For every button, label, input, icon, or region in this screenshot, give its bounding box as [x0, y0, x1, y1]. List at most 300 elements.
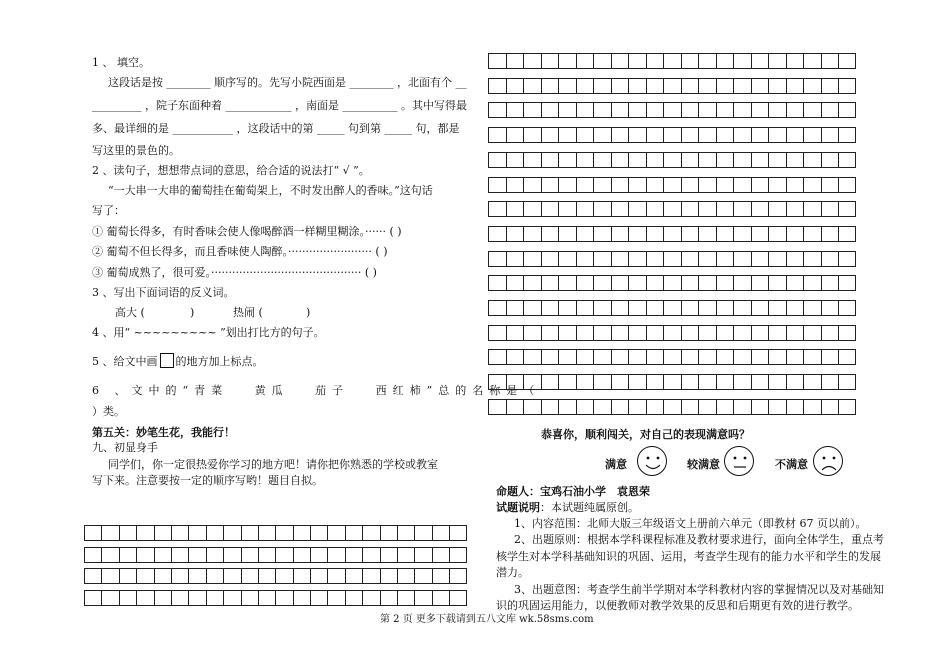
grid-cell[interactable]: [663, 177, 681, 193]
grid-cell[interactable]: [786, 251, 804, 267]
grid-cell[interactable]: [803, 226, 821, 242]
grid-cell[interactable]: [275, 590, 292, 606]
grid-cell[interactable]: [576, 251, 594, 267]
grid-cell[interactable]: [275, 525, 292, 541]
grid-cell[interactable]: [593, 152, 611, 168]
grid-cell[interactable]: [541, 152, 559, 168]
grid-cell[interactable]: [838, 78, 856, 94]
grid-cell[interactable]: [646, 78, 664, 94]
grid-cell[interactable]: [681, 374, 699, 390]
grid-cell[interactable]: [506, 201, 524, 217]
grid-cell[interactable]: [646, 300, 664, 316]
grid-cell[interactable]: [523, 152, 541, 168]
grid-cell[interactable]: [414, 525, 431, 541]
grid-cell[interactable]: [593, 201, 611, 217]
grid-cell[interactable]: [768, 374, 786, 390]
grid-cell[interactable]: [611, 152, 629, 168]
grid-cell[interactable]: [506, 349, 524, 365]
grid-cell[interactable]: [380, 568, 397, 584]
grid-cell[interactable]: [628, 325, 646, 341]
grid-cell[interactable]: [523, 374, 541, 390]
grid-cell[interactable]: [786, 53, 804, 69]
grid-cell[interactable]: [206, 525, 223, 541]
grid-cell[interactable]: [488, 78, 506, 94]
grid-cell[interactable]: [611, 275, 629, 291]
grid-cell[interactable]: [663, 127, 681, 143]
grid-cell[interactable]: [681, 78, 699, 94]
grid-cell[interactable]: [663, 102, 681, 118]
grid-cell[interactable]: [751, 78, 769, 94]
grid-row[interactable]: [84, 568, 467, 584]
grid-cell[interactable]: [258, 568, 275, 584]
grid-cell[interactable]: [768, 78, 786, 94]
grid-cell[interactable]: [576, 325, 594, 341]
grid-cell[interactable]: [821, 300, 839, 316]
grid-cell[interactable]: [698, 226, 716, 242]
sad-face-icon[interactable]: [813, 446, 843, 476]
grid-cell[interactable]: [838, 53, 856, 69]
grid-cell[interactable]: [646, 374, 664, 390]
grid-cell[interactable]: [768, 177, 786, 193]
writing-grid-left[interactable]: [84, 525, 468, 610]
grid-cell[interactable]: [206, 547, 223, 563]
grid-cell[interactable]: [523, 177, 541, 193]
grid-cell[interactable]: [397, 568, 414, 584]
grid-cell[interactable]: [698, 201, 716, 217]
grid-cell[interactable]: [593, 300, 611, 316]
grid-cell[interactable]: [101, 568, 118, 584]
grid-cell[interactable]: [506, 374, 524, 390]
grid-cell[interactable]: [488, 300, 506, 316]
grid-cell[interactable]: [310, 590, 327, 606]
grid-cell[interactable]: [751, 127, 769, 143]
grid-cell[interactable]: [593, 127, 611, 143]
grid-cell[interactable]: [84, 525, 101, 541]
grid-cell[interactable]: [768, 226, 786, 242]
grid-cell[interactable]: [838, 152, 856, 168]
grid-cell[interactable]: [397, 547, 414, 563]
grid-cell[interactable]: [488, 127, 506, 143]
grid-cell[interactable]: [698, 300, 716, 316]
grid-cell[interactable]: [821, 374, 839, 390]
grid-cell[interactable]: [646, 127, 664, 143]
grid-cell[interactable]: [733, 399, 751, 415]
grid-cell[interactable]: [506, 78, 524, 94]
grid-cell[interactable]: [646, 102, 664, 118]
grid-cell[interactable]: [611, 226, 629, 242]
grid-cell[interactable]: [786, 152, 804, 168]
grid-cell[interactable]: [698, 374, 716, 390]
grid-cell[interactable]: [449, 568, 466, 584]
grid-cell[interactable]: [241, 590, 258, 606]
grid-cell[interactable]: [698, 127, 716, 143]
grid-cell[interactable]: [803, 325, 821, 341]
grid-cell[interactable]: [593, 325, 611, 341]
grid-cell[interactable]: [154, 525, 171, 541]
grid-row[interactable]: [488, 102, 856, 118]
grid-cell[interactable]: [698, 53, 716, 69]
grid-cell[interactable]: [838, 275, 856, 291]
grid-cell[interactable]: [206, 568, 223, 584]
grid-cell[interactable]: [523, 226, 541, 242]
grid-cell[interactable]: [663, 399, 681, 415]
grid-cell[interactable]: [171, 568, 188, 584]
grid-cell[interactable]: [593, 275, 611, 291]
grid-cell[interactable]: [716, 152, 734, 168]
grid-cell[interactable]: [506, 325, 524, 341]
grid-cell[interactable]: [523, 102, 541, 118]
grid-cell[interactable]: [681, 300, 699, 316]
grid-cell[interactable]: [345, 547, 362, 563]
grid-cell[interactable]: [716, 226, 734, 242]
grid-cell[interactable]: [541, 325, 559, 341]
grid-cell[interactable]: [119, 525, 136, 541]
grid-cell[interactable]: [541, 201, 559, 217]
grid-cell[interactable]: [414, 547, 431, 563]
grid-cell[interactable]: [188, 590, 205, 606]
grid-cell[interactable]: [432, 525, 449, 541]
grid-cell[interactable]: [751, 251, 769, 267]
grid-cell[interactable]: [751, 275, 769, 291]
grid-cell[interactable]: [488, 177, 506, 193]
grid-cell[interactable]: [663, 349, 681, 365]
grid-row[interactable]: [488, 177, 856, 193]
grid-cell[interactable]: [768, 300, 786, 316]
grid-cell[interactable]: [751, 300, 769, 316]
grid-cell[interactable]: [751, 152, 769, 168]
grid-cell[interactable]: [488, 201, 506, 217]
grid-cell[interactable]: [733, 152, 751, 168]
neutral-face-icon[interactable]: [724, 446, 754, 476]
grid-cell[interactable]: [716, 201, 734, 217]
grid-cell[interactable]: [611, 399, 629, 415]
grid-cell[interactable]: [716, 374, 734, 390]
grid-cell[interactable]: [488, 53, 506, 69]
grid-cell[interactable]: [611, 300, 629, 316]
grid-cell[interactable]: [593, 78, 611, 94]
grid-cell[interactable]: [803, 374, 821, 390]
grid-cell[interactable]: [786, 127, 804, 143]
grid-cell[interactable]: [838, 399, 856, 415]
grid-cell[interactable]: [188, 525, 205, 541]
grid-cell[interactable]: [171, 525, 188, 541]
grid-cell[interactable]: [821, 102, 839, 118]
grid-cell[interactable]: [838, 325, 856, 341]
grid-cell[interactable]: [576, 300, 594, 316]
grid-cell[interactable]: [611, 251, 629, 267]
grid-cell[interactable]: [541, 349, 559, 365]
grid-cell[interactable]: [558, 226, 576, 242]
grid-cell[interactable]: [84, 590, 101, 606]
grid-cell[interactable]: [345, 525, 362, 541]
grid-cell[interactable]: [646, 275, 664, 291]
grid-cell[interactable]: [541, 251, 559, 267]
grid-cell[interactable]: [733, 275, 751, 291]
grid-cell[interactable]: [558, 275, 576, 291]
grid-cell[interactable]: [681, 226, 699, 242]
grid-cell[interactable]: [593, 349, 611, 365]
grid-cell[interactable]: [258, 547, 275, 563]
grid-cell[interactable]: [593, 177, 611, 193]
grid-cell[interactable]: [786, 349, 804, 365]
grid-cell[interactable]: [523, 127, 541, 143]
grid-cell[interactable]: [786, 374, 804, 390]
grid-cell[interactable]: [733, 78, 751, 94]
grid-cell[interactable]: [646, 325, 664, 341]
grid-cell[interactable]: [803, 102, 821, 118]
grid-cell[interactable]: [733, 102, 751, 118]
grid-cell[interactable]: [716, 127, 734, 143]
grid-cell[interactable]: [681, 152, 699, 168]
grid-cell[interactable]: [397, 525, 414, 541]
grid-cell[interactable]: [716, 102, 734, 118]
grid-cell[interactable]: [716, 177, 734, 193]
grid-cell[interactable]: [506, 226, 524, 242]
grid-cell[interactable]: [576, 201, 594, 217]
grid-cell[interactable]: [628, 349, 646, 365]
grid-cell[interactable]: [821, 53, 839, 69]
grid-cell[interactable]: [576, 374, 594, 390]
grid-cell[interactable]: [154, 590, 171, 606]
grid-cell[interactable]: [803, 127, 821, 143]
grid-cell[interactable]: [101, 590, 118, 606]
grid-cell[interactable]: [786, 300, 804, 316]
grid-cell[interactable]: [821, 226, 839, 242]
grid-cell[interactable]: [576, 78, 594, 94]
grid-cell[interactable]: [751, 226, 769, 242]
grid-row[interactable]: [488, 53, 856, 69]
grid-cell[interactable]: [838, 349, 856, 365]
grid-cell[interactable]: [786, 177, 804, 193]
grid-cell[interactable]: [449, 525, 466, 541]
grid-cell[interactable]: [768, 349, 786, 365]
grid-cell[interactable]: [576, 102, 594, 118]
grid-cell[interactable]: [628, 102, 646, 118]
grid-row[interactable]: [488, 325, 856, 341]
grid-cell[interactable]: [821, 349, 839, 365]
grid-cell[interactable]: [663, 152, 681, 168]
grid-cell[interactable]: [786, 201, 804, 217]
grid-cell[interactable]: [84, 547, 101, 563]
grid-cell[interactable]: [821, 177, 839, 193]
grid-cell[interactable]: [821, 251, 839, 267]
grid-cell[interactable]: [611, 349, 629, 365]
grid-cell[interactable]: [663, 325, 681, 341]
grid-cell[interactable]: [241, 525, 258, 541]
grid-cell[interactable]: [414, 590, 431, 606]
grid-cell[interactable]: [698, 325, 716, 341]
grid-cell[interactable]: [223, 590, 240, 606]
grid-cell[interactable]: [558, 53, 576, 69]
grid-cell[interactable]: [223, 525, 240, 541]
grid-cell[interactable]: [768, 275, 786, 291]
grid-cell[interactable]: [223, 547, 240, 563]
grid-cell[interactable]: [84, 568, 101, 584]
grid-cell[interactable]: [593, 102, 611, 118]
grid-cell[interactable]: [803, 251, 821, 267]
grid-cell[interactable]: [786, 275, 804, 291]
grid-cell[interactable]: [751, 374, 769, 390]
grid-cell[interactable]: [803, 201, 821, 217]
grid-cell[interactable]: [716, 399, 734, 415]
grid-cell[interactable]: [223, 568, 240, 584]
grid-cell[interactable]: [380, 590, 397, 606]
grid-cell[interactable]: [576, 226, 594, 242]
grid-cell[interactable]: [593, 251, 611, 267]
grid-cell[interactable]: [611, 374, 629, 390]
grid-cell[interactable]: [362, 568, 379, 584]
grid-row[interactable]: [488, 226, 856, 242]
grid-row[interactable]: [84, 547, 467, 563]
grid-row[interactable]: [488, 374, 856, 390]
grid-cell[interactable]: [576, 53, 594, 69]
grid-cell[interactable]: [327, 590, 344, 606]
grid-cell[interactable]: [558, 251, 576, 267]
grid-cell[interactable]: [698, 177, 716, 193]
grid-cell[interactable]: [576, 127, 594, 143]
grid-cell[interactable]: [681, 102, 699, 118]
grid-cell[interactable]: [293, 568, 310, 584]
grid-cell[interactable]: [576, 177, 594, 193]
grid-cell[interactable]: [506, 399, 524, 415]
grid-cell[interactable]: [611, 127, 629, 143]
grid-cell[interactable]: [838, 251, 856, 267]
grid-cell[interactable]: [119, 568, 136, 584]
grid-cell[interactable]: [541, 78, 559, 94]
grid-cell[interactable]: [558, 78, 576, 94]
grid-cell[interactable]: [558, 374, 576, 390]
grid-cell[interactable]: [523, 275, 541, 291]
grid-cell[interactable]: [293, 590, 310, 606]
grid-cell[interactable]: [628, 251, 646, 267]
grid-cell[interactable]: [838, 300, 856, 316]
grid-cell[interactable]: [154, 547, 171, 563]
grid-cell[interactable]: [716, 275, 734, 291]
grid-cell[interactable]: [541, 226, 559, 242]
grid-cell[interactable]: [628, 78, 646, 94]
grid-cell[interactable]: [646, 251, 664, 267]
grid-cell[interactable]: [362, 590, 379, 606]
grid-cell[interactable]: [698, 78, 716, 94]
grid-cell[interactable]: [803, 152, 821, 168]
grid-cell[interactable]: [786, 78, 804, 94]
grid-cell[interactable]: [733, 325, 751, 341]
grid-cell[interactable]: [558, 300, 576, 316]
grid-cell[interactable]: [558, 201, 576, 217]
grid-cell[interactable]: [414, 568, 431, 584]
grid-cell[interactable]: [681, 127, 699, 143]
grid-cell[interactable]: [646, 349, 664, 365]
grid-cell[interactable]: [136, 568, 153, 584]
grid-cell[interactable]: [681, 177, 699, 193]
grid-cell[interactable]: [628, 127, 646, 143]
grid-cell[interactable]: [541, 177, 559, 193]
grid-cell[interactable]: [558, 177, 576, 193]
grid-cell[interactable]: [397, 590, 414, 606]
grid-cell[interactable]: [611, 325, 629, 341]
grid-cell[interactable]: [768, 53, 786, 69]
grid-cell[interactable]: [380, 547, 397, 563]
writing-grid-right[interactable]: [488, 53, 856, 425]
grid-cell[interactable]: [663, 251, 681, 267]
grid-cell[interactable]: [733, 201, 751, 217]
grid-cell[interactable]: [663, 53, 681, 69]
grid-cell[interactable]: [663, 275, 681, 291]
grid-cell[interactable]: [681, 349, 699, 365]
grid-cell[interactable]: [593, 399, 611, 415]
grid-cell[interactable]: [646, 399, 664, 415]
grid-cell[interactable]: [821, 275, 839, 291]
grid-cell[interactable]: [611, 102, 629, 118]
grid-cell[interactable]: [733, 53, 751, 69]
grid-cell[interactable]: [646, 53, 664, 69]
grid-cell[interactable]: [786, 226, 804, 242]
grid-cell[interactable]: [119, 547, 136, 563]
grid-cell[interactable]: [698, 399, 716, 415]
grid-cell[interactable]: [733, 177, 751, 193]
grid-cell[interactable]: [838, 201, 856, 217]
grid-cell[interactable]: [241, 568, 258, 584]
grid-cell[interactable]: [275, 547, 292, 563]
grid-cell[interactable]: [523, 399, 541, 415]
grid-cell[interactable]: [558, 349, 576, 365]
grid-cell[interactable]: [541, 399, 559, 415]
grid-cell[interactable]: [733, 127, 751, 143]
grid-cell[interactable]: [803, 177, 821, 193]
grid-cell[interactable]: [698, 102, 716, 118]
grid-cell[interactable]: [541, 53, 559, 69]
grid-cell[interactable]: [611, 78, 629, 94]
grid-cell[interactable]: [628, 275, 646, 291]
grid-cell[interactable]: [558, 325, 576, 341]
grid-cell[interactable]: [698, 275, 716, 291]
grid-cell[interactable]: [488, 275, 506, 291]
grid-cell[interactable]: [310, 547, 327, 563]
grid-cell[interactable]: [803, 399, 821, 415]
grid-cell[interactable]: [293, 525, 310, 541]
grid-cell[interactable]: [803, 349, 821, 365]
grid-cell[interactable]: [733, 300, 751, 316]
grid-cell[interactable]: [768, 201, 786, 217]
grid-cell[interactable]: [768, 251, 786, 267]
grid-cell[interactable]: [593, 53, 611, 69]
grid-cell[interactable]: [523, 53, 541, 69]
grid-row[interactable]: [488, 78, 856, 94]
grid-row[interactable]: [488, 399, 856, 415]
grid-cell[interactable]: [593, 374, 611, 390]
grid-cell[interactable]: [681, 53, 699, 69]
grid-cell[interactable]: [293, 547, 310, 563]
grid-cell[interactable]: [541, 300, 559, 316]
grid-cell[interactable]: [506, 152, 524, 168]
grid-cell[interactable]: [558, 152, 576, 168]
grid-cell[interactable]: [646, 201, 664, 217]
grid-cell[interactable]: [136, 525, 153, 541]
grid-cell[interactable]: [576, 399, 594, 415]
grid-cell[interactable]: [523, 78, 541, 94]
grid-cell[interactable]: [681, 399, 699, 415]
grid-cell[interactable]: [821, 201, 839, 217]
grid-cell[interactable]: [803, 300, 821, 316]
grid-cell[interactable]: [593, 226, 611, 242]
grid-cell[interactable]: [523, 325, 541, 341]
grid-cell[interactable]: [751, 349, 769, 365]
grid-cell[interactable]: [101, 547, 118, 563]
grid-cell[interactable]: [362, 525, 379, 541]
grid-cell[interactable]: [488, 399, 506, 415]
grid-cell[interactable]: [803, 53, 821, 69]
grid-cell[interactable]: [576, 349, 594, 365]
